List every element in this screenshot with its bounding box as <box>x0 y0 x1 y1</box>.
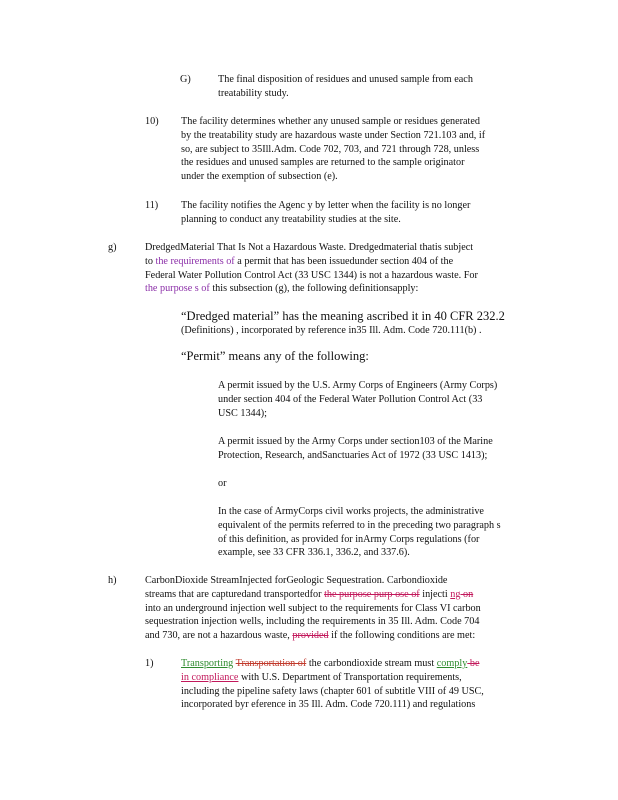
or-text: or <box>218 478 227 489</box>
text-line: A permit issued by the Army Corps under section103 of the Marine <box>218 436 493 447</box>
text-line: example, see 33 CFR 336.1, 336.2, and 337.6). <box>218 547 410 559</box>
paragraph <box>145 241 545 296</box>
paragraph <box>218 435 543 463</box>
text-line: incorporated byr eference in 35 Ill. Adm. Code 720.111) and regulations <box>181 699 476 711</box>
item-label: 1) <box>145 658 154 669</box>
paragraph <box>181 115 541 184</box>
text-line: to the requirements of a permit that has been issuedunder section 404 of the <box>145 255 454 267</box>
paragraph <box>218 379 543 420</box>
text-line: In the case of ArmyCorps civil works projects, the administrative <box>218 506 484 517</box>
text-line: CarbonDioxide StreamInjected forGeologic Sequestration. Carbondioxide <box>145 575 448 586</box>
text-line: sequestration injection wells, including the requirements in 35 Ill. Adm. Code 704 <box>145 616 480 628</box>
text-line: and 730, are not a hazardous waste, provided if the following conditions are met: <box>145 630 476 642</box>
definition-term-line: “Dredged material” has the meaning ascribed it in 40 CFR 232.2 <box>181 309 505 323</box>
inserted-text: comply <box>436 658 468 669</box>
inserted-text: ng <box>450 588 461 600</box>
text-line: of this definition, as provided for inArmy Corps regulations (for <box>218 533 480 545</box>
text-line: the residues and unused samples are returned to the sample originator <box>181 157 465 169</box>
text-line: (Definitions) , incorporated by reference in35 Ill. Adm. Code 720.111(b) . <box>181 325 482 336</box>
deleted-text: on <box>460 588 474 600</box>
text-line: treatability study. <box>218 87 289 99</box>
deleted-text: be <box>467 658 480 669</box>
paragraph <box>181 199 541 227</box>
item-label: 10) <box>145 116 159 127</box>
paragraph <box>218 505 543 560</box>
text-line: the purpose s of this subsection (g), the following definitionsapply: <box>145 283 419 295</box>
item-label: h) <box>108 575 117 586</box>
item-label: G) <box>180 74 191 85</box>
text-line: in compliance with U.S. Department of Transportation requirements, <box>181 671 462 683</box>
deleted-text: the purpose purp ose of <box>324 588 420 600</box>
text-line: The facility determines whether any unused sample or residues generated <box>181 116 481 127</box>
text-line: under the exemption of subsection (e). <box>181 171 338 183</box>
text-line: equivalent of the permits referred to in the preceding two paragraph s <box>218 519 501 531</box>
text-line: USC 1344); <box>218 407 267 419</box>
deleted-text: Transportation of <box>235 658 307 669</box>
text-line: The final disposition of residues and unused sample from each <box>218 74 473 85</box>
revised-text: the requirements of <box>155 255 235 267</box>
text-line: Protection, Research, andSanctuaries Act of 1972 (33 USC 1413); <box>218 449 488 461</box>
text-line: Transporting Transportation of the carbondioxide stream must comply be <box>181 658 480 669</box>
text-line: A permit issued by the U.S. Army Corps of Engineers (Army Corps) <box>218 380 498 391</box>
paragraph <box>145 574 545 643</box>
text-line: streams that are capturedand transportedfor the purpose purp ose of injecti ng on <box>145 588 474 600</box>
definition-dredged-material <box>181 309 561 338</box>
definition-permit: “Permit” means any of the following: <box>181 349 369 363</box>
text-line: under section 404 of the Federal Water Pollution Control Act (33 <box>218 393 483 405</box>
revised-text: the purpose s of <box>145 283 210 295</box>
text-line: The facility notifies the Agenc y by letter when the facility is no longer <box>181 200 471 211</box>
paragraph <box>218 73 516 101</box>
text-line: Federal Water Pollution Control Act (33 USC 1344) is not a hazardous waste. For <box>145 269 478 281</box>
text-line: by the treatability study are hazardous waste under Section 721.103 and, if <box>181 129 486 141</box>
item-label: 11) <box>145 200 159 211</box>
item-label: g) <box>108 242 117 253</box>
paragraph <box>181 657 546 712</box>
inserted-text: in compliance <box>181 671 239 683</box>
text-line: planning to conduct any treatability studies at the site. <box>181 213 401 225</box>
text-line: into an underground injection well subject to the requirements for Class VI carbon <box>145 602 481 614</box>
deleted-text: provided <box>292 630 329 642</box>
inserted-text: Transporting <box>181 658 234 669</box>
text-line: DredgedMaterial That Is Not a Hazardous Waste. Dredgedmaterial thatis subject <box>145 242 474 253</box>
text-line: so, are subject to 35Ill.Adm. Code 702, 703, and 721 through 728, unless <box>181 143 480 155</box>
text-line: including the pipeline safety laws (chapter 601 of subtitle VIII of 49 USC, <box>181 685 484 697</box>
